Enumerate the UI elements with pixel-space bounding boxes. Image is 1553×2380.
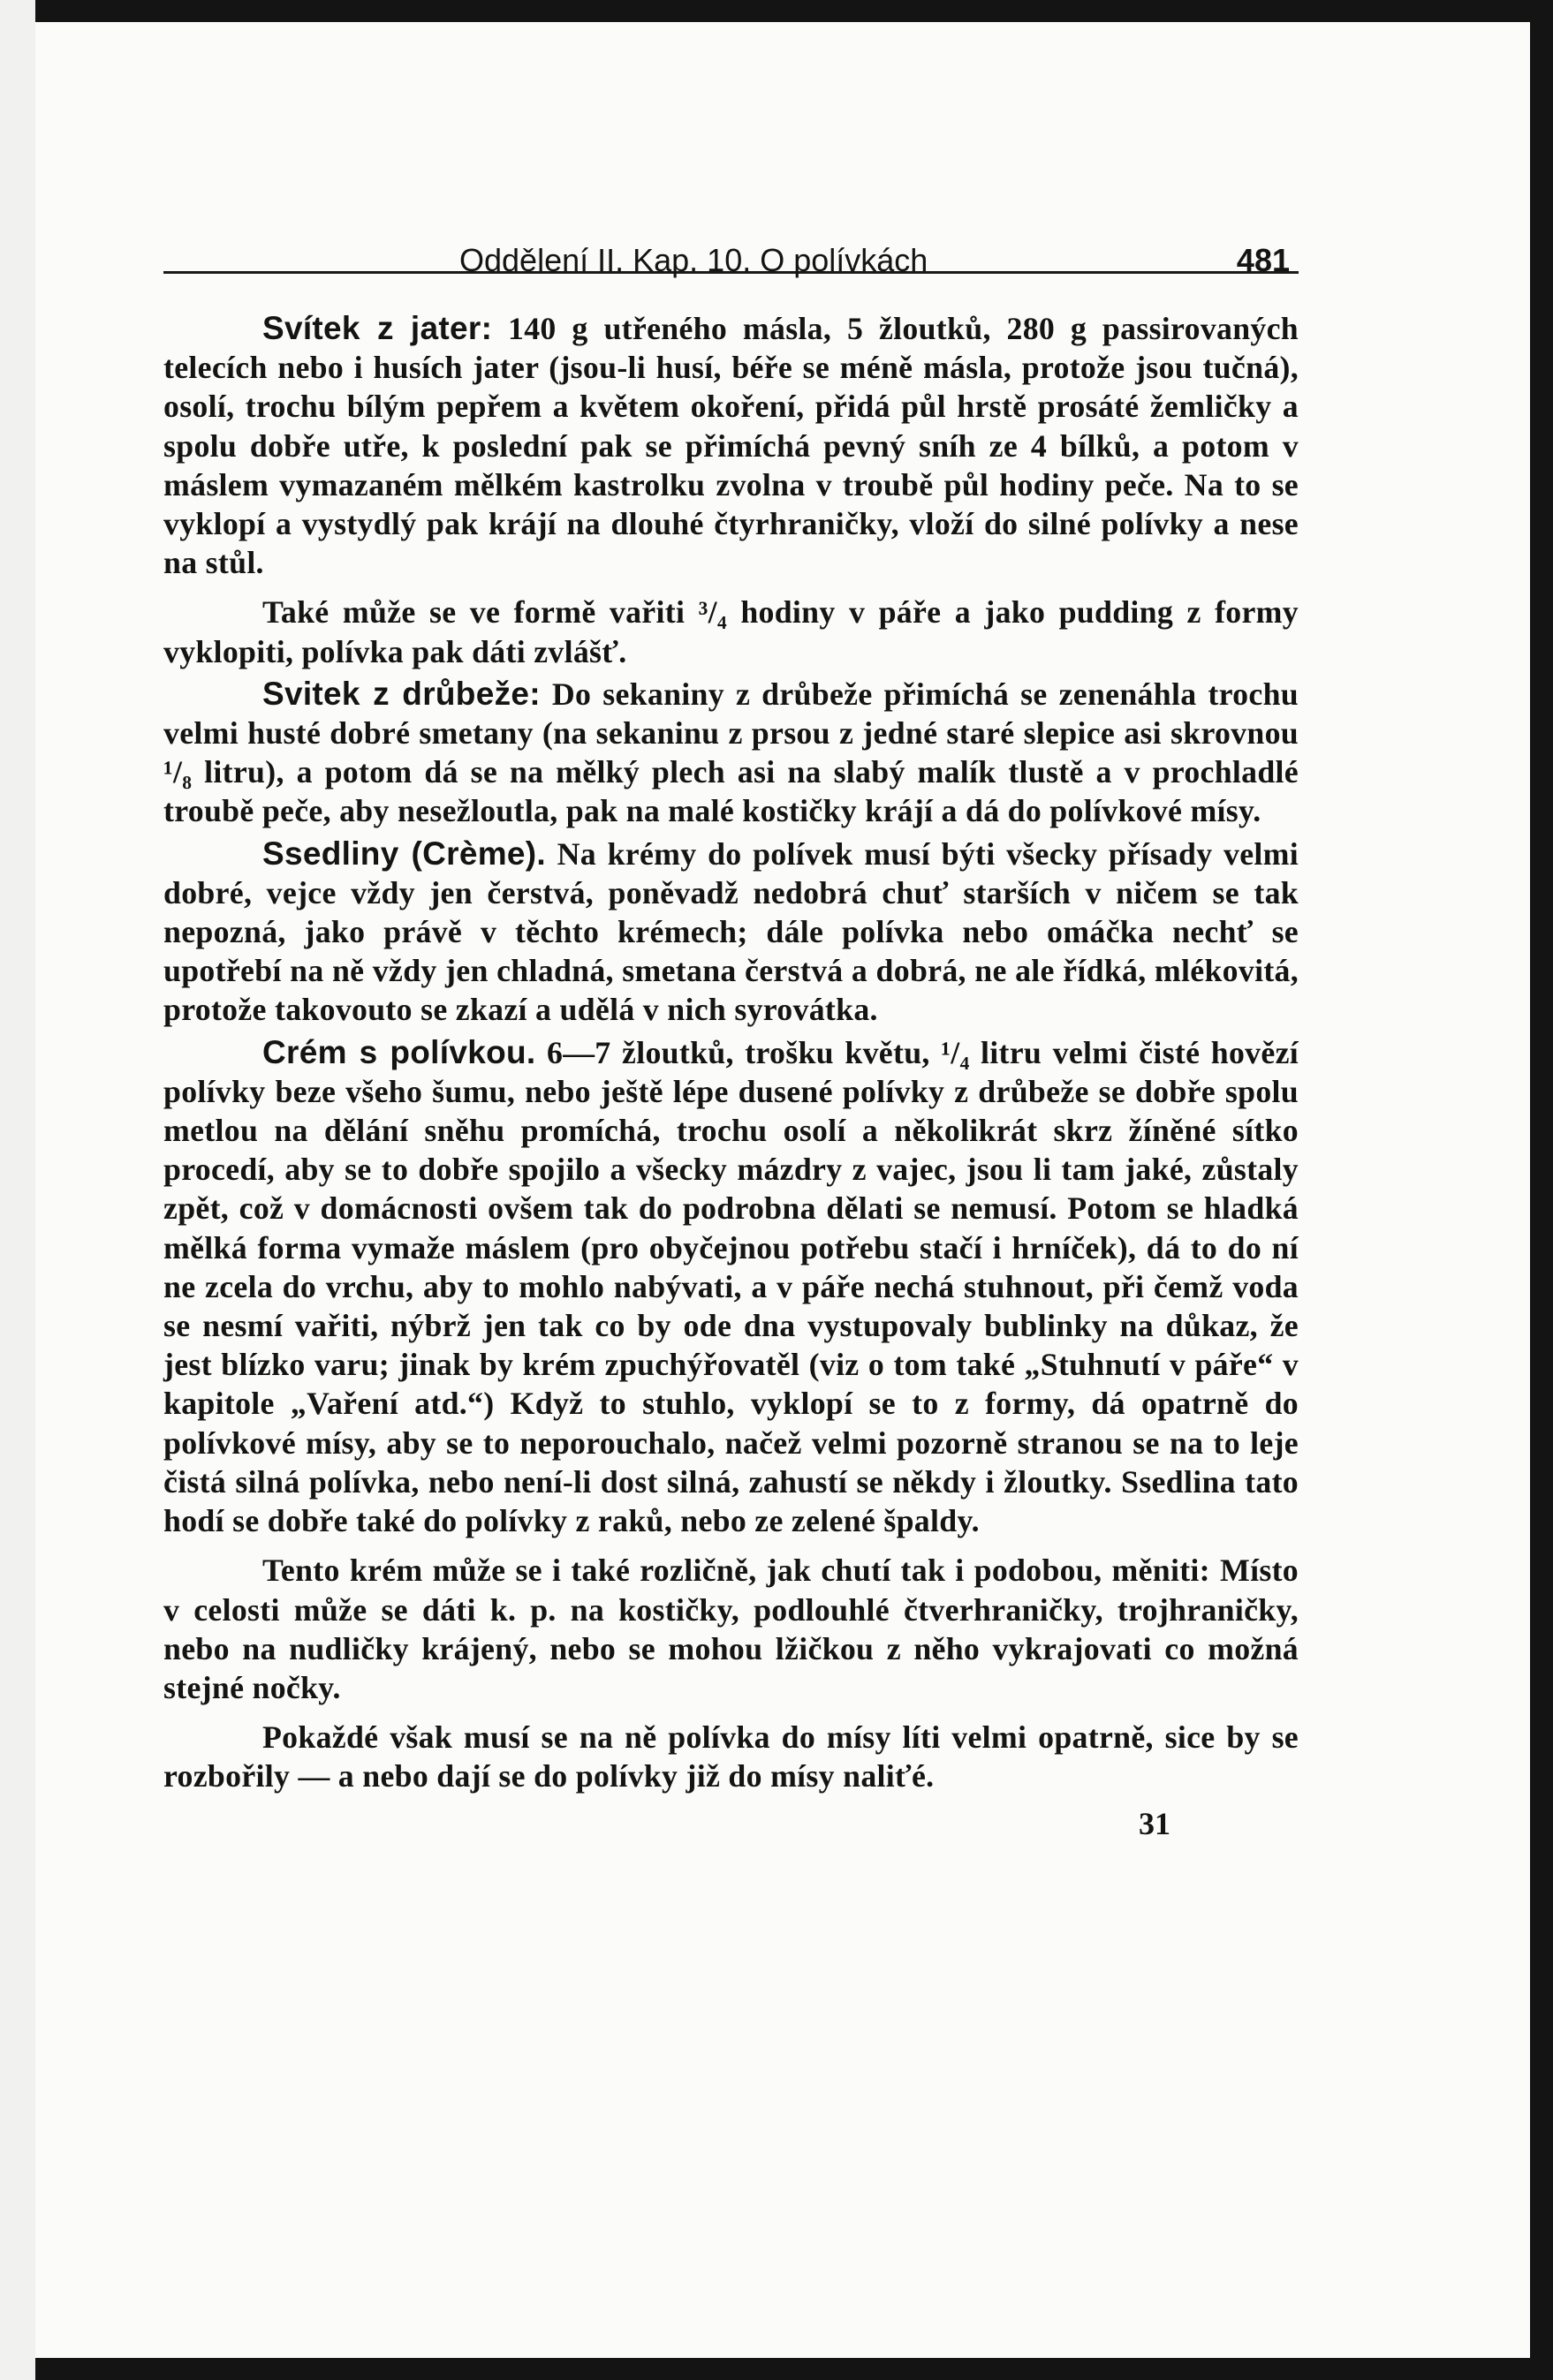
left-page-edge (0, 0, 35, 2380)
paragraph (163, 1551, 1299, 1707)
paragraph (163, 1718, 1299, 1795)
paragraph (163, 1033, 1299, 1541)
signature-mark: 31 (1139, 1805, 1170, 1841)
book-page (35, 22, 1530, 2358)
recipe-term: Svitek z drůbeže: (262, 675, 541, 712)
recipe-term: Ssedliny (Crème). (262, 835, 547, 872)
paragraph-text: 140 g utřeného másla, 5 žloutků, 280 g passirovaných telecích nebo i husích jater (jsou-li husí, béře se méně másla, protože jsou tučná), osolí, trochu bílým pepřem a květem okoření, přidá půl hrstě prosáté žemličky a spolu dobře utře, k poslední pak se přimíchá pevný sníh ze 4 bílků, a potom v máslem vymazaném mělkém kastrolku zvolna v troubě půl hodiny peče. Na to se vyklopí a vystydlý pak krájí na dlouhé čtyrhraničky, vloží do silné polívky a nese na stůl. (163, 311, 1299, 581)
paragraph (163, 835, 1299, 1030)
paragraph-text: Tento krém může se i také rozličně, jak chutí tak i podobou, měniti: Místo v celosti může se dáti k. p. na kostičky, podlouhlé čtverhraničky, trojhraničky, nebo na nudličky krájený, nebo se mohou lžičkou z něho vykrajovati co možná stejné nočky. (163, 1553, 1299, 1705)
paragraph (163, 593, 1299, 670)
running-title: Oddělení II. Kap. 10. O polívkách (459, 242, 928, 278)
paragraph (163, 675, 1299, 831)
recipe-term: Crém s polívkou. (262, 1033, 536, 1070)
paragraph-text: Do sekaniny z drůbeže přimíchá se zenenáhla trochu velmi husté dobré smetany (na sekaninu z prsou z jedné staré slepice asi skrovnou ¹/₈ litru), a potom dá se na mělký plech asi na slabý malík tlustě a v prochladlé troubě peče, aby nesežloutla, pak na malé kostičky krájí a dá do polívkové mísy. (163, 676, 1299, 829)
paragraph-text: Pokaždé však musí se na ně polívka do mísy líti velmi opatrně, sice by se rozbořily — a nebo dají se do polívky již do mísy naliťé. (163, 1719, 1299, 1794)
paragraph-text: Na krémy do polívek musí býti všecky přísady velmi dobré, vejce vždy jen čerstvá, poněvadž nedobrá chuť starších v ničem se tak nepozná, jako právě v těchto krémech; dále polívka nebo omáčka nechť se upotřebí na ně vždy jen chladná, smetana čerstvá a dobrá, ne ale řídká, mlékovitá, protože takovouto se zkazí a udělá v nich syrovátka. (163, 835, 1299, 1028)
page-number: 481 (1236, 242, 1290, 278)
paragraph-text: Také může se ve formě vařiti ³/₄ hodiny v páře a jako pudding z formy vyklopiti, polívka pak dáti zvlášť. (163, 594, 1299, 669)
page-content (163, 208, 1299, 1842)
running-header (163, 208, 1299, 278)
paragraph (163, 309, 1299, 582)
paragraph-text: 6—7 žloutků, trošku květu, ¹/₄ litru velmi čisté hovězí polívky beze všeho šumu, nebo ještě lépe dusené polívky z drůbeže se dobře spolu metlou na dělání sněhu promíchá, trochu osolí a několikrát skrz žíněné sítko procedí, aby se to dobře spojilo a všecky mázdry z vajec, jsou li tam jaké, zůstaly zpět, což v domácnosti ovšem tak do podrobna dělati se nemusí. Potom se hladká mělká forma vymaže máslem (pro obyčejnou potřebu stačí i hrníček), dá to do ní ne zcela do vrchu, aby to mohlo nabývati, a v páře nechá stuhnout, při čemž voda se nesmí vařiti, nýbrž jen tak co by ode dna vystupovaly bublinky na důkaz, že jest blízko varu; jinak by krém zpuchýřovatěl (viz o tom také „Stuhnutí v páře“ v kapitole „Vaření atd.“) Když to stuhlo, vyklopí se to z formy, dá opatrně do polívkové mísy, aby se to neporouchalo, načež velmi pozorně stranou se na to leje čistá silná polívka, nebo není-li dost silná, zahustí se někdy i žloutky. Ssedlina tato hodí se dobře také do polívky z raků, nebo ze zelené špaldy. (163, 1034, 1299, 1539)
recipe-term: Svítek z jater: (262, 310, 493, 346)
